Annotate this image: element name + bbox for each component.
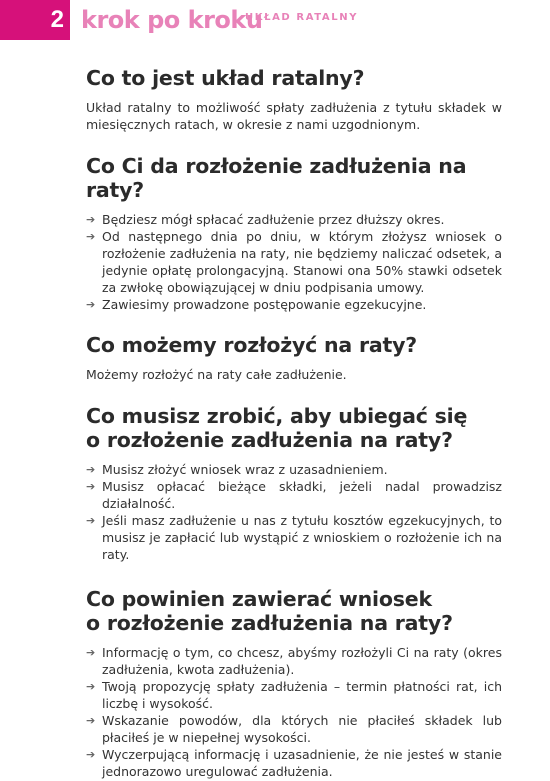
arrow-right-icon: ➔ <box>86 646 96 659</box>
bullet-list <box>86 644 502 780</box>
list-item <box>86 678 502 712</box>
page-number-badge: 2 <box>0 0 70 40</box>
list-item <box>86 478 502 512</box>
section-heading <box>86 587 502 635</box>
section-what-is <box>86 66 502 133</box>
bullet-list <box>86 211 502 313</box>
list-item-text: Musisz opłacać bieżące składki, jeżeli nadal prowadzisz działalność. <box>102 479 502 511</box>
section-heading: Co możemy rozłożyć na raty? <box>86 333 417 357</box>
list-item-text: Wyczerpującą informację i uzasadnienie, że nie jesteś w stanie jednorazowo uregulować zadłużenia. <box>102 747 502 779</box>
list-item-text: Informację o tym, co chcesz, abyśmy rozłożyli Ci na raty (okres zadłużenia, kwota zadłużenia). <box>102 645 502 677</box>
arrow-right-icon: ➔ <box>86 213 96 226</box>
list-item <box>86 512 502 563</box>
arrow-right-icon: ➔ <box>86 748 96 761</box>
arrow-right-icon: ➔ <box>86 230 96 243</box>
list-item <box>86 461 502 478</box>
header-subtitle: UKŁAD RATALNY <box>245 12 359 23</box>
section-heading: Co Ci da rozłożenie zadłużenia na raty? <box>86 154 467 202</box>
section-heading-line: o rozłożenie zadłużenia na raty? <box>86 611 453 635</box>
list-item-text: Jeśli masz zadłużenie u nas z tytułu kosztów egzekucyjnych, to musisz je zapłacić lub wystąpić z wnioskiem o rozłożenie ich na raty. <box>102 513 502 562</box>
list-item <box>86 211 502 228</box>
list-item-text: Zawiesimy prowadzone postępowanie egzekucyjne. <box>102 297 427 312</box>
section-what-can <box>86 333 502 383</box>
section-benefits <box>86 154 502 313</box>
section-application-content <box>86 587 502 780</box>
arrow-right-icon: ➔ <box>86 463 96 476</box>
arrow-right-icon: ➔ <box>86 298 96 311</box>
list-item-text: Twoją propozycję spłaty zadłużenia – termin płatności rat, ich liczbę i wysokość. <box>102 679 502 711</box>
header-title: krok po kroku <box>81 6 263 34</box>
list-item <box>86 644 502 678</box>
list-item-text: Wskazanie powodów, dla których nie płaciłeś składek lub płaciłeś je w niepełnej wysokości. <box>102 713 502 745</box>
section-heading <box>86 404 502 452</box>
list-item <box>86 296 502 313</box>
section-heading: Co to jest układ ratalny? <box>86 66 365 90</box>
list-item-text: Od następnego dnia po dniu, w którym złożysz wniosek o rozłożenie zadłużenia na raty, nie będziemy naliczać odsetek, a jedynie opłatę prolongacyjną. Stanowi ona 50% stawki odsetek za zwłokę obowiązującej w dniu podpisania umowy. <box>102 229 502 295</box>
list-item <box>86 228 502 296</box>
section-heading-line: o rozłożenie zadłużenia na raty? <box>86 428 453 452</box>
section-heading-line: Co musisz zrobić, aby ubiegać się <box>86 404 468 428</box>
list-item <box>86 712 502 746</box>
arrow-right-icon: ➔ <box>86 480 96 493</box>
section-requirements <box>86 404 502 563</box>
section-heading-line: Co powinien zawierać wniosek <box>86 587 432 611</box>
section-paragraph: Układ ratalny to możliwość spłaty zadłużenia z tytułu składek w miesięcznych ratach, w okresie z nami uzgodnionym. <box>86 100 502 132</box>
section-paragraph: Możemy rozłożyć na raty całe zadłużenie. <box>86 367 347 382</box>
arrow-right-icon: ➔ <box>86 514 96 527</box>
list-item <box>86 746 502 780</box>
bullet-list <box>86 461 502 563</box>
arrow-right-icon: ➔ <box>86 680 96 693</box>
list-item-text: Musisz złożyć wniosek wraz z uzasadnieniem. <box>102 462 388 477</box>
page-header <box>0 0 550 40</box>
list-item-text: Będziesz mógł spłacać zadłużenie przez dłuższy okres. <box>102 212 445 227</box>
main-content <box>86 66 502 780</box>
arrow-right-icon: ➔ <box>86 714 96 727</box>
